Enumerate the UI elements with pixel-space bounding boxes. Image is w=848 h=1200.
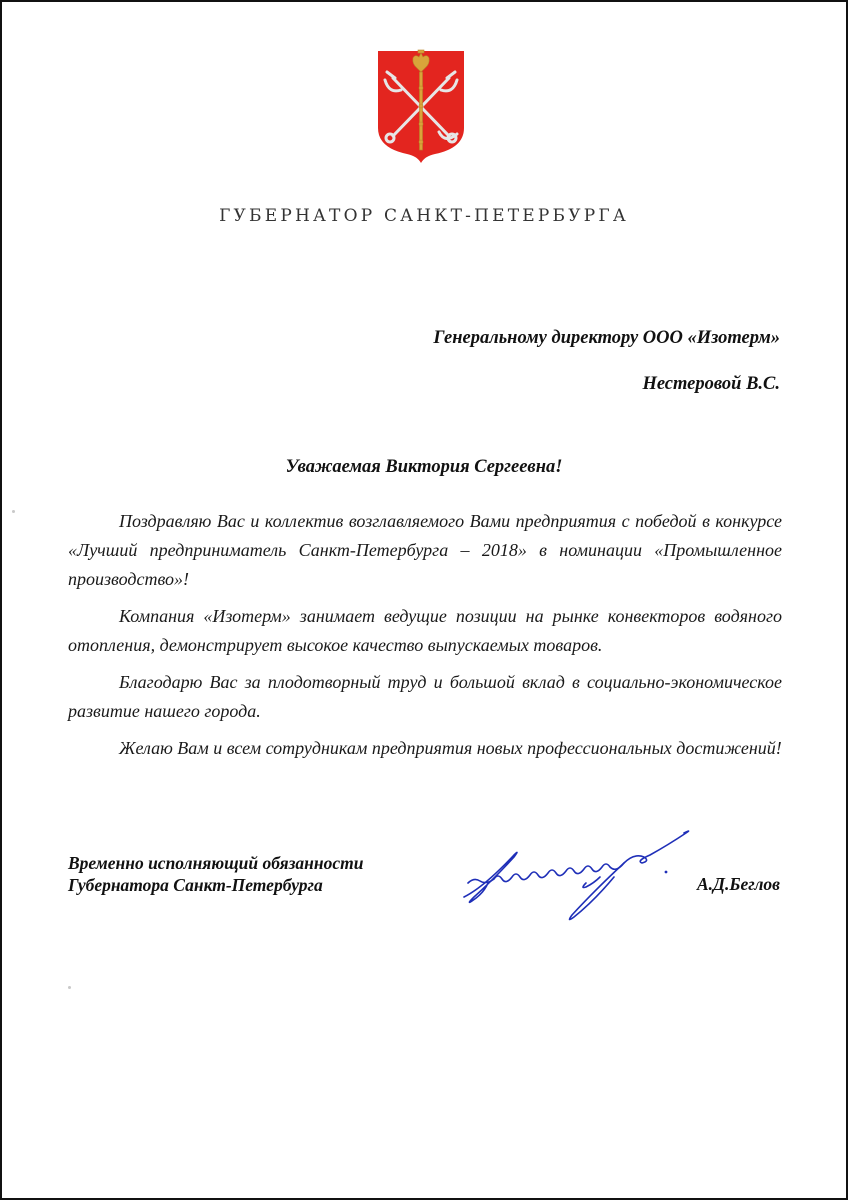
recipient-name: Нестеровой В.С. [642,374,780,394]
paper-speck [68,986,71,989]
recipient-position: Генеральному директору ООО «Изотерм» [433,328,780,348]
signatory-title [68,852,363,896]
paragraph-gratitude: Благодарю Вас за плодотворный труд и большой вклад в социально-экономическое развитие нашего города. [68,672,782,721]
salutation: Уважаемая Виктория Сергеевна! [285,457,563,477]
handwritten-signature [454,817,699,927]
coat-of-arms-emblem [375,48,467,164]
signatory-title-line1: Временно исполняющий обязанности [68,853,364,873]
signatory-name: А.Д.Беглов [696,874,780,894]
paper-speck [12,510,15,513]
letter-body [68,507,782,771]
paragraph-company: Компания «Изотерм» занимает ведущие позиции на рынке конвекторов водяного отопления, демонстрирует высокое качество выпускаемых товаров. [68,606,782,655]
paragraph-congratulation: Поздравляю Вас и коллектив возглавляемого Вами предприятия с победой в конкурсе «Лучший предприниматель Санкт-Петербурга – 2018» в номинации «Промышленное производство»! [68,511,782,589]
paragraph-wishes: Желаю Вам и всем сотрудникам предприятия новых профессиональных достижений! [119,738,782,758]
organization-title: ГУБЕРНАТОР САНКТ-ПЕТЕРБУРГА [219,206,629,226]
signatory-title-line2: Губернатора Санкт-Петербурга [68,875,323,895]
